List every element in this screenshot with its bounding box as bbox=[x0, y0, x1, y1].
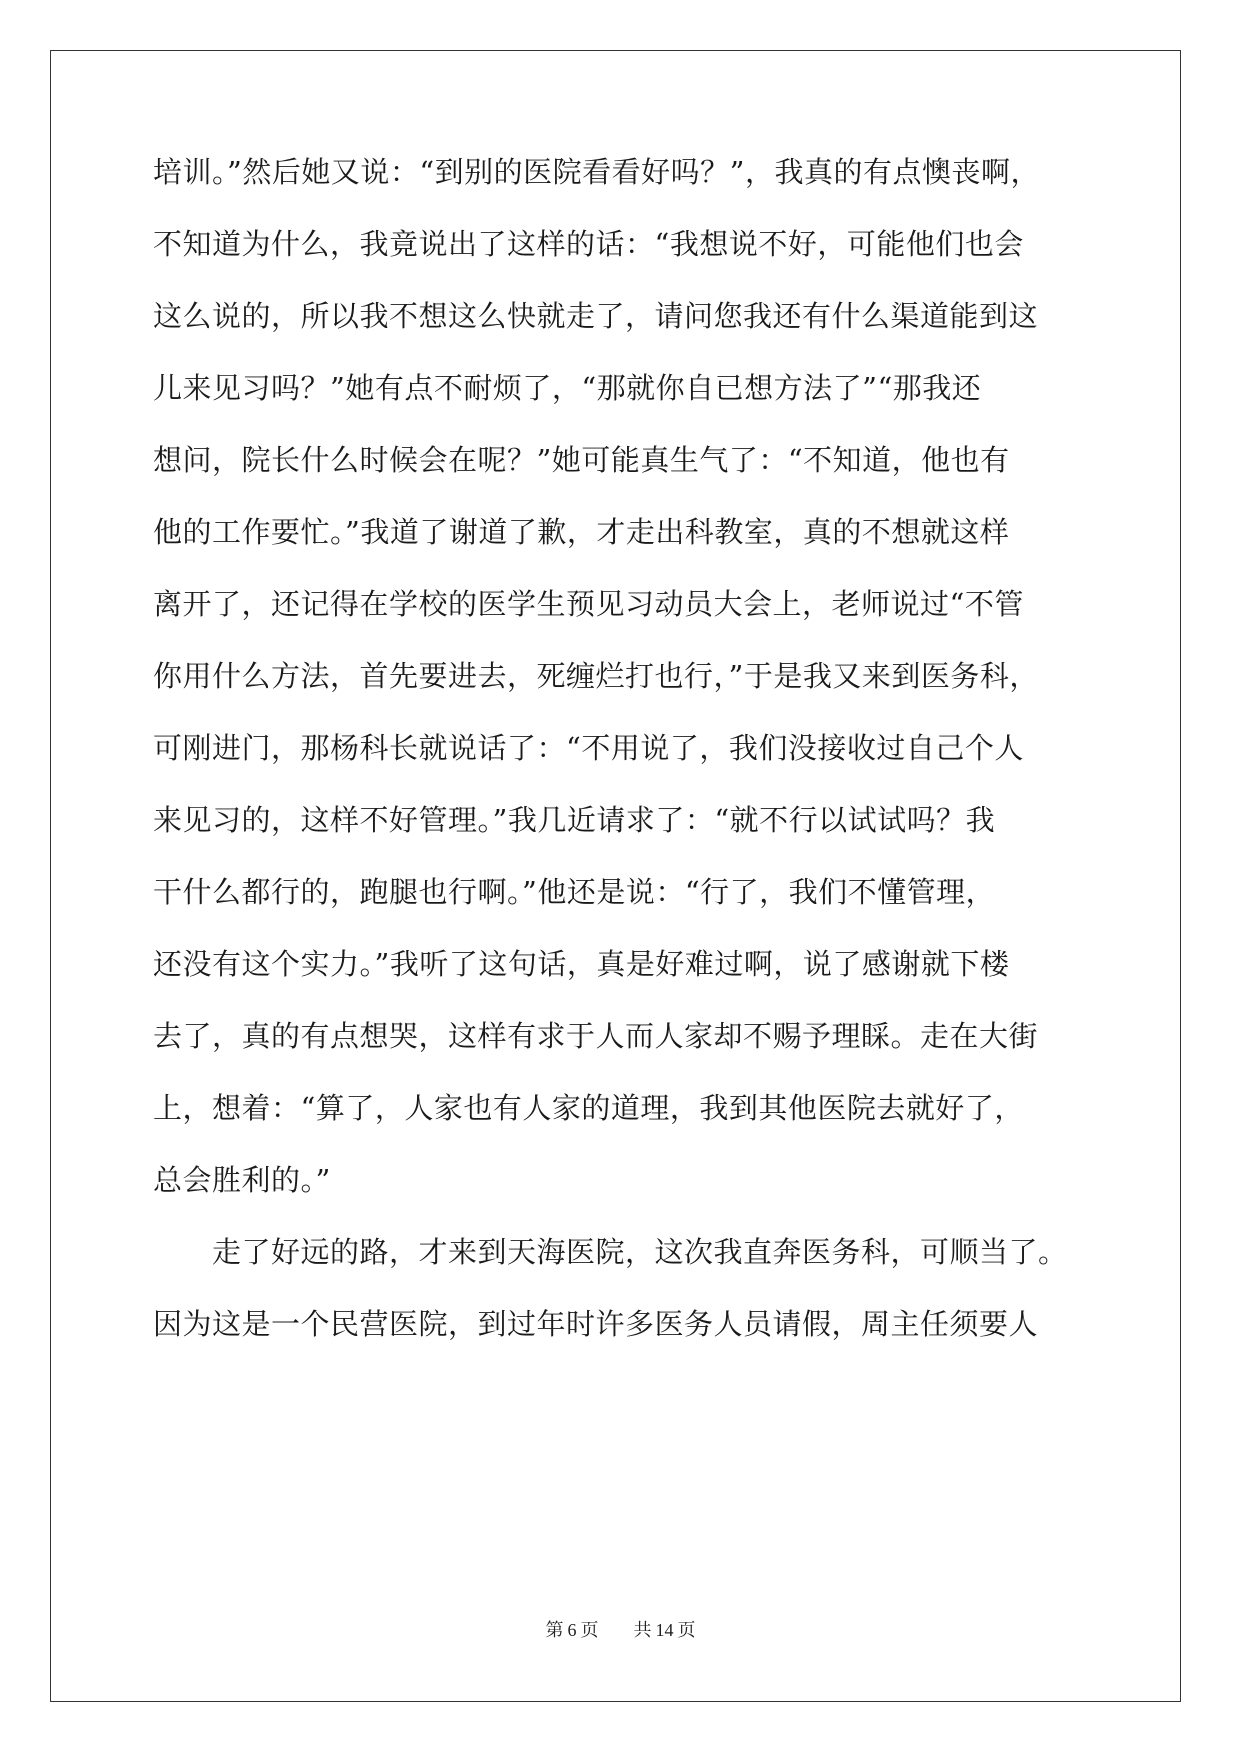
text-line-2: 不知道为什么，我竟说出了这样的话：“我想说不好，可能他们也会 bbox=[153, 227, 1024, 261]
text-line-8: 你用什么方法，首先要进去，死缠烂打也行，”于是我又来到医务科， bbox=[153, 659, 1039, 693]
text-line-7: 离开了，还记得在学校的医学生预见习动员大会上，老师说过“不管 bbox=[153, 587, 1024, 621]
text-line-9: 可刚进门，那杨科长就说话了：“不用说了，我们没接收过自己个人 bbox=[153, 731, 1024, 765]
text-line-12: 还没有这个实力。”我听了这句话，真是好难过啊，说了感谢就下楼 bbox=[153, 947, 1010, 981]
total-suffix: 页 bbox=[677, 1620, 696, 1640]
total-prefix: 共 bbox=[633, 1620, 652, 1640]
page-footer bbox=[0, 1616, 1241, 1642]
page-number: 6 bbox=[567, 1620, 577, 1640]
page-prefix: 第 bbox=[545, 1620, 564, 1640]
text-line-13: 去了，真的有点想哭，这样有求于人而人家却不赐予理睬。走在大街 bbox=[153, 1019, 1039, 1053]
text-line-15: 总会胜利的。” bbox=[153, 1163, 331, 1197]
page-suffix: 页 bbox=[580, 1620, 599, 1640]
text-line-17: 因为这是一个民营医院，到过年时许多医务人员请假，周主任须要人 bbox=[153, 1307, 1039, 1341]
paragraph-start-line: 走了好远的路，才来到天海医院，这次我直奔医务科，可顺当了。 bbox=[212, 1235, 1068, 1269]
text-line-14: 上，想着：“算了，人家也有人家的道理，我到其他医院去就好了， bbox=[153, 1091, 1024, 1125]
text-line-11: 干什么都行的，跑腿也行啊。”他还是说：“行了，我们不懂管理， bbox=[153, 875, 996, 909]
text-line-4: 儿来见习吗？”她有点不耐烦了，“那就你自已想方法了”“那我还 bbox=[153, 371, 982, 405]
text-line-6: 他的工作要忙。”我道了谢道了歉，才走出科教室，真的不想就这样 bbox=[153, 515, 1010, 549]
text-line-5: 想问，院长什么时候会在呢？”她可能真生气了：“不知道，他也有 bbox=[153, 443, 1010, 477]
text-line-10: 来见习的，这样不好管理。”我几近请求了：“就不行以试试吗？我 bbox=[153, 803, 996, 837]
total-pages: 14 bbox=[655, 1620, 674, 1640]
text-line-1: 培训。”然后她又说：“到别的医院看看好吗？”，我真的有点懊丧啊， bbox=[153, 155, 1040, 189]
text-line-3: 这么说的，所以我不想这么快就走了，请问您我还有什么渠道能到这 bbox=[153, 299, 1039, 333]
